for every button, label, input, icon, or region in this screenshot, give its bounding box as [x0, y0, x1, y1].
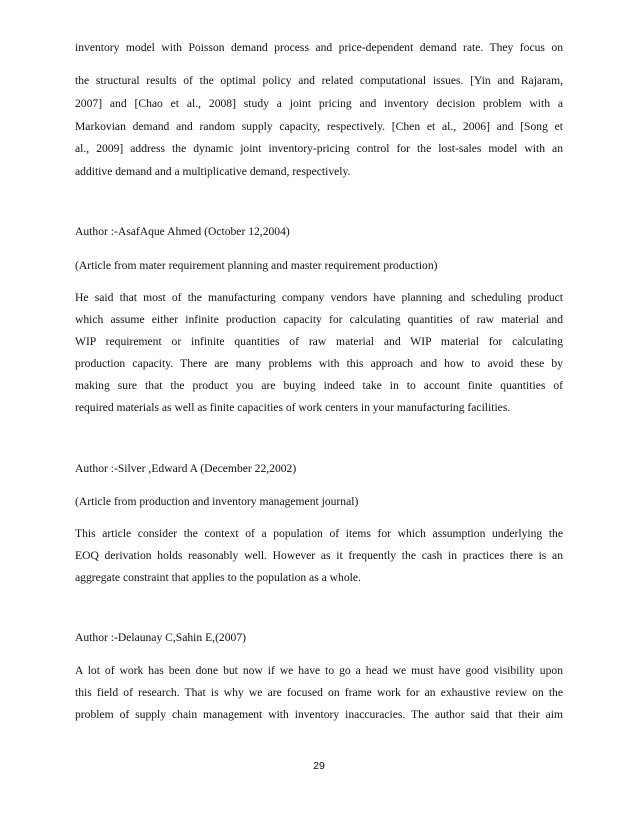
author-heading: Author :-Delaunay C,Sahin E,(2007) — [75, 631, 246, 644]
paragraph-1-line: inventory model with Poisson demand process and price-dependent demand rate. They focus on — [75, 41, 563, 54]
paragraph-2-line: production capacity. There are many problems with this approach and how to avoid these by — [75, 357, 563, 370]
article-source: (Article from production and inventory management journal) — [75, 495, 359, 508]
paragraph-4-line: problem of supply chain management with inventory inaccuracies. The author said that their aim — [75, 708, 563, 721]
paragraph-1-line: additive demand and a multiplicative demand, respectively. — [75, 165, 351, 178]
article-source: (Article from mater requirement planning and master requirement production) — [75, 259, 438, 272]
paragraph-3-line: This article consider the context of a population of items for which assumption underlying the — [75, 527, 563, 540]
paragraph-3-line: aggregate constraint that applies to the population as a whole. — [75, 571, 361, 584]
page-number: 29 — [313, 760, 325, 772]
paragraph-1-line: the structural results of the optimal policy and related computational issues. [Yin and Rajaram, — [75, 74, 563, 87]
paragraph-4-line: this field of research. That is why we are focused on frame work for an exhaustive review on the — [75, 686, 563, 699]
paragraph-2-line: He said that most of the manufacturing company vendors have planning and scheduling product — [75, 291, 563, 304]
paragraph-2-line: WIP requirement or infinite quantities of raw material and WIP material for calculating — [75, 335, 563, 348]
paragraph-1-line: 2007] and [Chao et al., 2008] study a joint pricing and inventory decision problem with a — [75, 97, 563, 110]
paragraph-3-line: EOQ derivation holds reasonably well. However as it frequently the cash in practices there is an — [75, 549, 563, 562]
author-heading: Author :-Silver ,Edward A (December 22,2002) — [75, 462, 297, 475]
paragraph-1-line: Markovian demand and random supply capacity, respectively. [Chen et al., 2006] and [Song et — [75, 120, 563, 133]
paragraph-4-line: A lot of work has been done but now if we have to go a head we must have good visibility upon — [75, 664, 563, 677]
paragraph-2-line: required materials as well as finite capacities of work centers in your manufacturing facilities. — [75, 401, 511, 414]
author-heading: Author :-AsafAque Ahmed (October 12,2004) — [75, 225, 290, 238]
paragraph-2-line: making sure that the product you are buying indeed take in to account finite quantities of — [75, 379, 563, 392]
paragraph-1-line: al., 2009] address the dynamic joint inventory-pricing control for the lost-sales model with an — [75, 142, 563, 155]
paragraph-2-line: which assume either infinite production capacity for calculating quantities of raw material and — [75, 313, 563, 326]
